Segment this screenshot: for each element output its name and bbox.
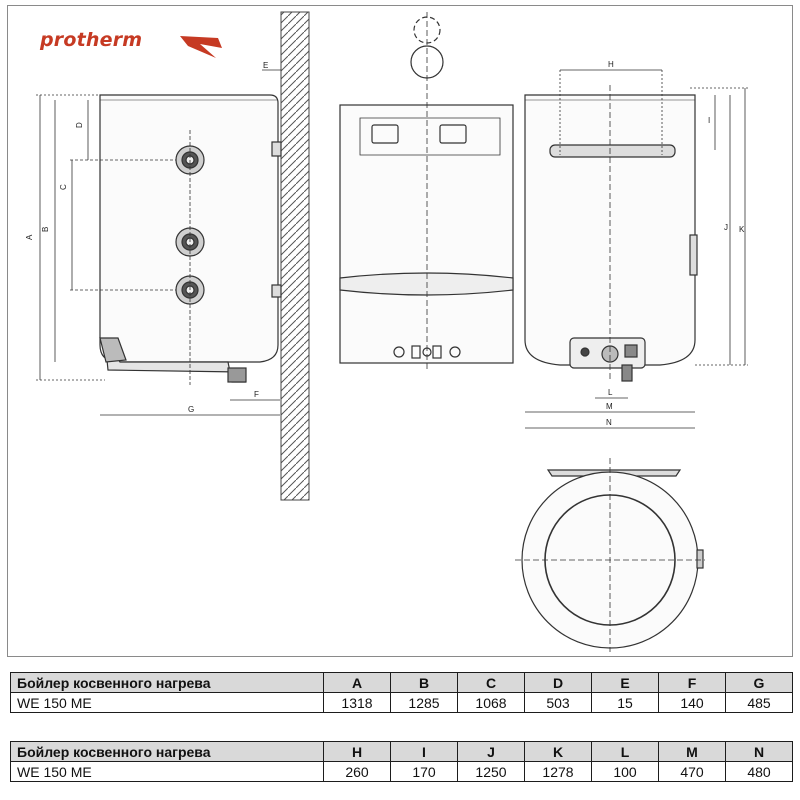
model-label: WE 150 ME (11, 693, 324, 713)
header-col: M (659, 742, 726, 762)
top-view (515, 458, 705, 652)
wall (281, 12, 309, 500)
value-cell: 260 (324, 762, 391, 782)
spec-table-2 (10, 741, 793, 782)
front-view (340, 12, 513, 370)
value-cell: 1285 (391, 693, 458, 713)
value-cell: 485 (726, 693, 793, 713)
value-cell: 1068 (458, 693, 525, 713)
dim-label-j: J (724, 223, 728, 232)
value-cell: 503 (525, 693, 592, 713)
value-cell: 470 (659, 762, 726, 782)
dim-label-i: I (708, 116, 711, 125)
dim-label-l: L (608, 388, 613, 397)
header-col: L (592, 742, 659, 762)
dim-label-b: B (41, 226, 50, 232)
spec-table-1 (10, 672, 793, 713)
dim-label-f: F (254, 390, 259, 399)
spec-table-row (11, 762, 793, 782)
dim-label-m: M (606, 402, 613, 411)
header-col: I (391, 742, 458, 762)
header-col: B (391, 673, 458, 693)
header-col: G (726, 673, 793, 693)
rear-view (525, 70, 748, 428)
dim-label-h: H (608, 60, 614, 69)
dim-label-g: G (188, 405, 195, 414)
dim-label-k: K (739, 225, 745, 234)
header-col: D (525, 673, 592, 693)
value-cell: 480 (726, 762, 793, 782)
dim-label-c: C (59, 184, 68, 190)
value-cell: 1250 (458, 762, 525, 782)
spec-table-header (11, 673, 793, 693)
header-label: Бойлер косвенного нагрева (11, 673, 324, 693)
header-col: H (324, 742, 391, 762)
brand-name: protherm (40, 29, 143, 51)
spec-table-header (11, 742, 793, 762)
header-label: Бойлер косвенного нагрева (11, 742, 324, 762)
header-col: N (726, 742, 793, 762)
dim-label-n: N (606, 418, 612, 427)
value-cell: 15 (592, 693, 659, 713)
header-col: E (592, 673, 659, 693)
header-col: K (525, 742, 592, 762)
dim-label-d: D (75, 122, 84, 128)
value-cell: 170 (391, 762, 458, 782)
value-cell: 1278 (525, 762, 592, 782)
spec-table-row (11, 693, 793, 713)
model-label: WE 150 ME (11, 762, 324, 782)
header-col: J (458, 742, 525, 762)
header-col: C (458, 673, 525, 693)
value-cell: 100 (592, 762, 659, 782)
value-cell: 140 (659, 693, 726, 713)
header-col: A (324, 673, 391, 693)
side-view (36, 70, 281, 415)
value-cell: 1318 (324, 693, 391, 713)
header-col: F (659, 673, 726, 693)
dim-label-e: E (263, 61, 269, 70)
dim-label-a: A (25, 234, 34, 240)
